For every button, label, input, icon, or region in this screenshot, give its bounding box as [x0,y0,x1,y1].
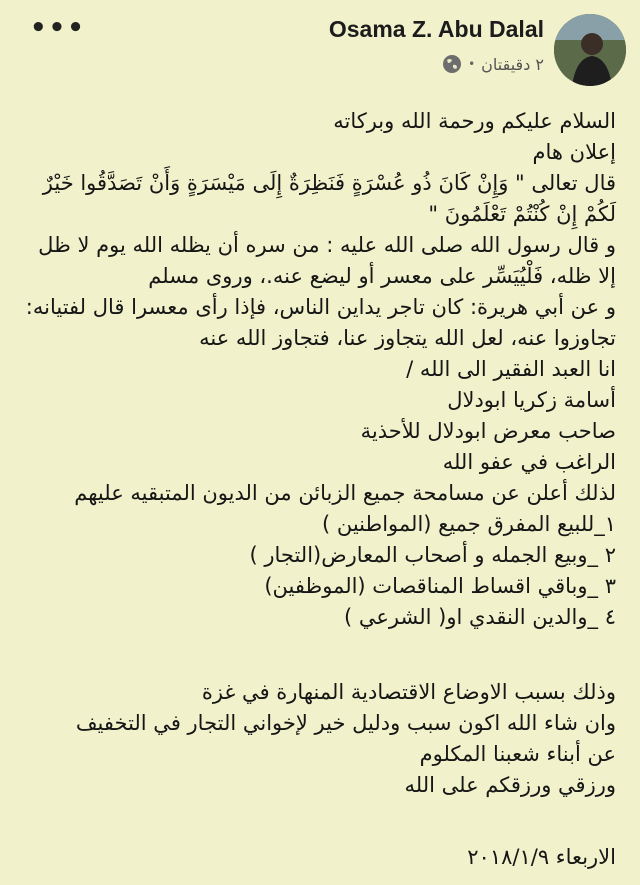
post-line: عن أبناء شعبنا المكلوم [419,742,616,766]
post-time[interactable]: ٢ دقيقتان [481,54,544,74]
post-line: صاحب معرض ابودلال للأحذية [360,419,616,443]
post-line: و عن أبي هريرة: كان تاجر يداين الناس، فإذا رأى معسرا قال لفتيانه: [25,295,616,319]
post-line: وان شاء الله اكون سبب ودليل خير لإخواني التجار في التخفيف [75,711,616,735]
post-line: ٢ _وبيع الجمله و أصحاب المعارض(التجار ) [249,543,616,567]
post-line: الراغب في عفو الله [442,450,616,474]
post-blank-line [16,633,616,677]
post-meta [442,54,544,74]
post-line: وذلك بسبب الاوضاع الاقتصادية المنهارة في غزة [201,680,616,704]
more-options-button[interactable]: ••• [30,13,86,43]
post-line: ٣ _وباقي اقساط المناقصات (الموظفين) [264,574,616,598]
post-line: إلا ظله، فَلْيُيَسِّر على معسر أو ليضع عنه.، وروى مسلم [148,264,616,288]
post-header [0,0,640,100]
avatar[interactable] [554,14,626,86]
post-line: تجاوزوا عنه، لعل الله يتجاوز عنا، فتجاوز الله عنه [199,326,616,350]
post-line: ورزقي ورزقكم على الله [404,773,616,797]
separator-dot: • [468,57,476,71]
globe-icon[interactable] [442,54,462,74]
post-line: ٤ _والدين النقدي او( الشرعي ) [344,605,616,629]
post-line: أسامة زكريا ابودلال [447,388,616,412]
post-line: انا العبد الفقير الى الله / [406,357,616,381]
post-line: إعلان هام [532,140,616,164]
post-line: لذلك أعلن عن مسامحة جميع الزبائن من الديون المتبقيه عليهم [74,481,616,505]
post-date: الاربعاء ٢٠١٨/١/٩ [467,845,616,869]
author-name[interactable]: Osama Z. Abu Dalal [328,16,544,42]
post-line: السلام عليكم ورحمة الله وبركاته [333,109,616,133]
post-line: ١_للبيع المفرق جميع (المواطنين ) [321,512,616,536]
post-body [16,106,616,801]
avatar-photo-icon [554,14,626,86]
post-line: لَكُمْ إِنْ كُنْتُمْ تَعْلَمُونَ " [428,202,616,226]
post-line: و قال رسول الله صلى الله عليه : من سره أن يظله الله يوم لا ظل [38,233,616,257]
post-line: قال تعالى " وَإِنْ كَانَ ذُو عُسْرَةٍ فَنَظِرَةٌ إِلَى مَيْسَرَةٍ وَأَنْ تَصَدَّقُوا خَيْرٌ [42,171,616,195]
